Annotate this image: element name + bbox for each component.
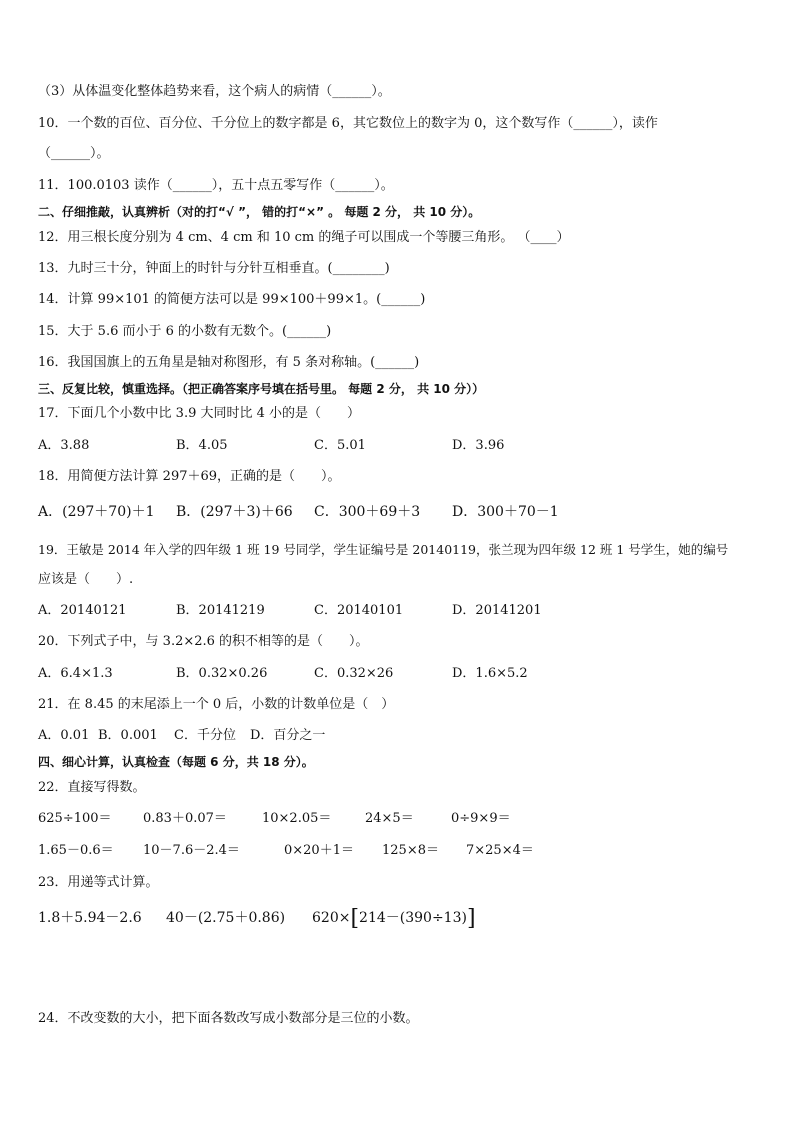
question-24: 24．不改变数的大小，把下面各数改写成小数部分是三位的小数。 xyxy=(38,1011,419,1026)
question-12: 12．用三根长度分别为 4 cm、4 cm 和 10 cm 的绳子可以围成一个等腰三角形。 （____） xyxy=(38,230,570,245)
question-19-cont: 应该是（ ）. xyxy=(38,572,134,587)
option-c: C．0.32×26 xyxy=(314,666,394,681)
option-c: C．300＋69＋3 xyxy=(314,504,421,520)
question-21: 21．在 8.45 的末尾添上一个 0 后，小数的计数单位是（ ） xyxy=(38,697,395,712)
calc-item: 10－7.6－2.4＝ xyxy=(143,843,240,858)
option-b: B．(297＋3)＋66 xyxy=(176,504,293,520)
option-b: B．4.05 xyxy=(176,438,228,453)
question-16: 16．我国国旗上的五角星是轴对称图形，有 5 条对称轴。(______) xyxy=(38,355,420,370)
expression-3: 620×[214－(390÷13)] xyxy=(312,906,476,931)
option-d: D．300＋70－1 xyxy=(452,504,559,520)
calc-item: 24×5＝ xyxy=(365,811,414,826)
question-18: 18．用简便方法计算 297＋69，正确的是（ ）。 xyxy=(38,469,341,484)
option-c: C．5.01 xyxy=(314,438,366,453)
option-b: B．0.001 xyxy=(98,728,158,743)
option-a: A．(297＋70)＋1 xyxy=(38,504,155,520)
section-3-title: 三、反复比较，慎重选择。（把正确答案序号填在括号里。 每题 2 分， 共 10 分）） xyxy=(38,382,485,396)
option-a: A．3.88 xyxy=(38,438,90,453)
question-13: 13．九时三十分，钟面上的时针与分针互相垂直。(________) xyxy=(38,261,390,276)
question-23: 23．用递等式计算。 xyxy=(38,875,159,890)
question-15: 15．大于 5.6 而小于 6 的小数有无数个。(______) xyxy=(38,324,332,339)
question-22: 22．直接写得数。 xyxy=(38,780,146,795)
calc-item: 7×25×4＝ xyxy=(466,843,534,858)
right-bracket-icon: ] xyxy=(466,906,476,931)
calc-item: 1.65－0.6＝ xyxy=(38,843,114,858)
calc-item: 125×8＝ xyxy=(382,843,439,858)
question-14: 14．计算 99×101 的简便方法可以是 99×100＋99×1。(______) xyxy=(38,292,426,307)
question-10-cont: （______）。 xyxy=(38,146,110,161)
option-d: D．3.96 xyxy=(452,438,505,453)
section-4-title: 四、细心计算，认真检查（每题 6 分，共 18 分）。 xyxy=(38,755,314,769)
option-d: D．百分之一 xyxy=(250,728,326,743)
question-19: 19．王敏是 2014 年入学的四年级 1 班 19 号同学，学生证编号是 20140119，张兰现为四年级 12 班 1 号学生，她的编号 xyxy=(38,542,729,557)
option-a: A．6.4×1.3 xyxy=(38,666,113,681)
option-c: C．千分位 xyxy=(174,728,236,743)
expression-1: 1.8＋5.94－2.6 xyxy=(38,910,142,926)
option-d: D．1.6×5.2 xyxy=(452,666,528,681)
calc-item: 0÷9×9＝ xyxy=(451,811,511,826)
option-c: C．20140101 xyxy=(314,603,404,618)
question-17: 17．下面几个小数中比 3.9 大同时比 4 小的是（ ） xyxy=(38,406,361,421)
option-b: B．0.32×0.26 xyxy=(176,666,268,681)
section-2-title: 二、仔细推敲，认真辨析（对的打“√ ”， 错的打“×” 。 每题 2 分， 共 10 分）。 xyxy=(38,205,481,219)
left-bracket-icon: [ xyxy=(350,906,360,931)
question-20: 20．下列式子中，与 3.2×2.6 的积不相等的是（ ）。 xyxy=(38,634,369,649)
option-b: B．20141219 xyxy=(176,603,265,618)
question-11: 11．100.0103 读作（______），五十点五零写作（______）。 xyxy=(38,178,394,193)
option-d: D．20141201 xyxy=(452,603,542,618)
question-10: 10．一个数的百位、百分位、千分位上的数字都是 6，其它数位上的数字为 0，这个数写作（______），读作 xyxy=(38,116,658,131)
calc-item: 0.83＋0.07＝ xyxy=(143,811,227,826)
calc-item: 625÷100＝ xyxy=(38,811,112,826)
option-a: A．20140121 xyxy=(38,603,127,618)
option-a: A．0.01 xyxy=(38,728,90,743)
expression-2: 40－(2.75＋0.86) xyxy=(166,910,286,926)
calc-item: 10×2.05＝ xyxy=(262,811,332,826)
question-9-3: （3）从体温变化整体趋势来看，这个病人的病情（______）。 xyxy=(38,84,391,99)
calc-item: 0×20＋1＝ xyxy=(284,843,354,858)
